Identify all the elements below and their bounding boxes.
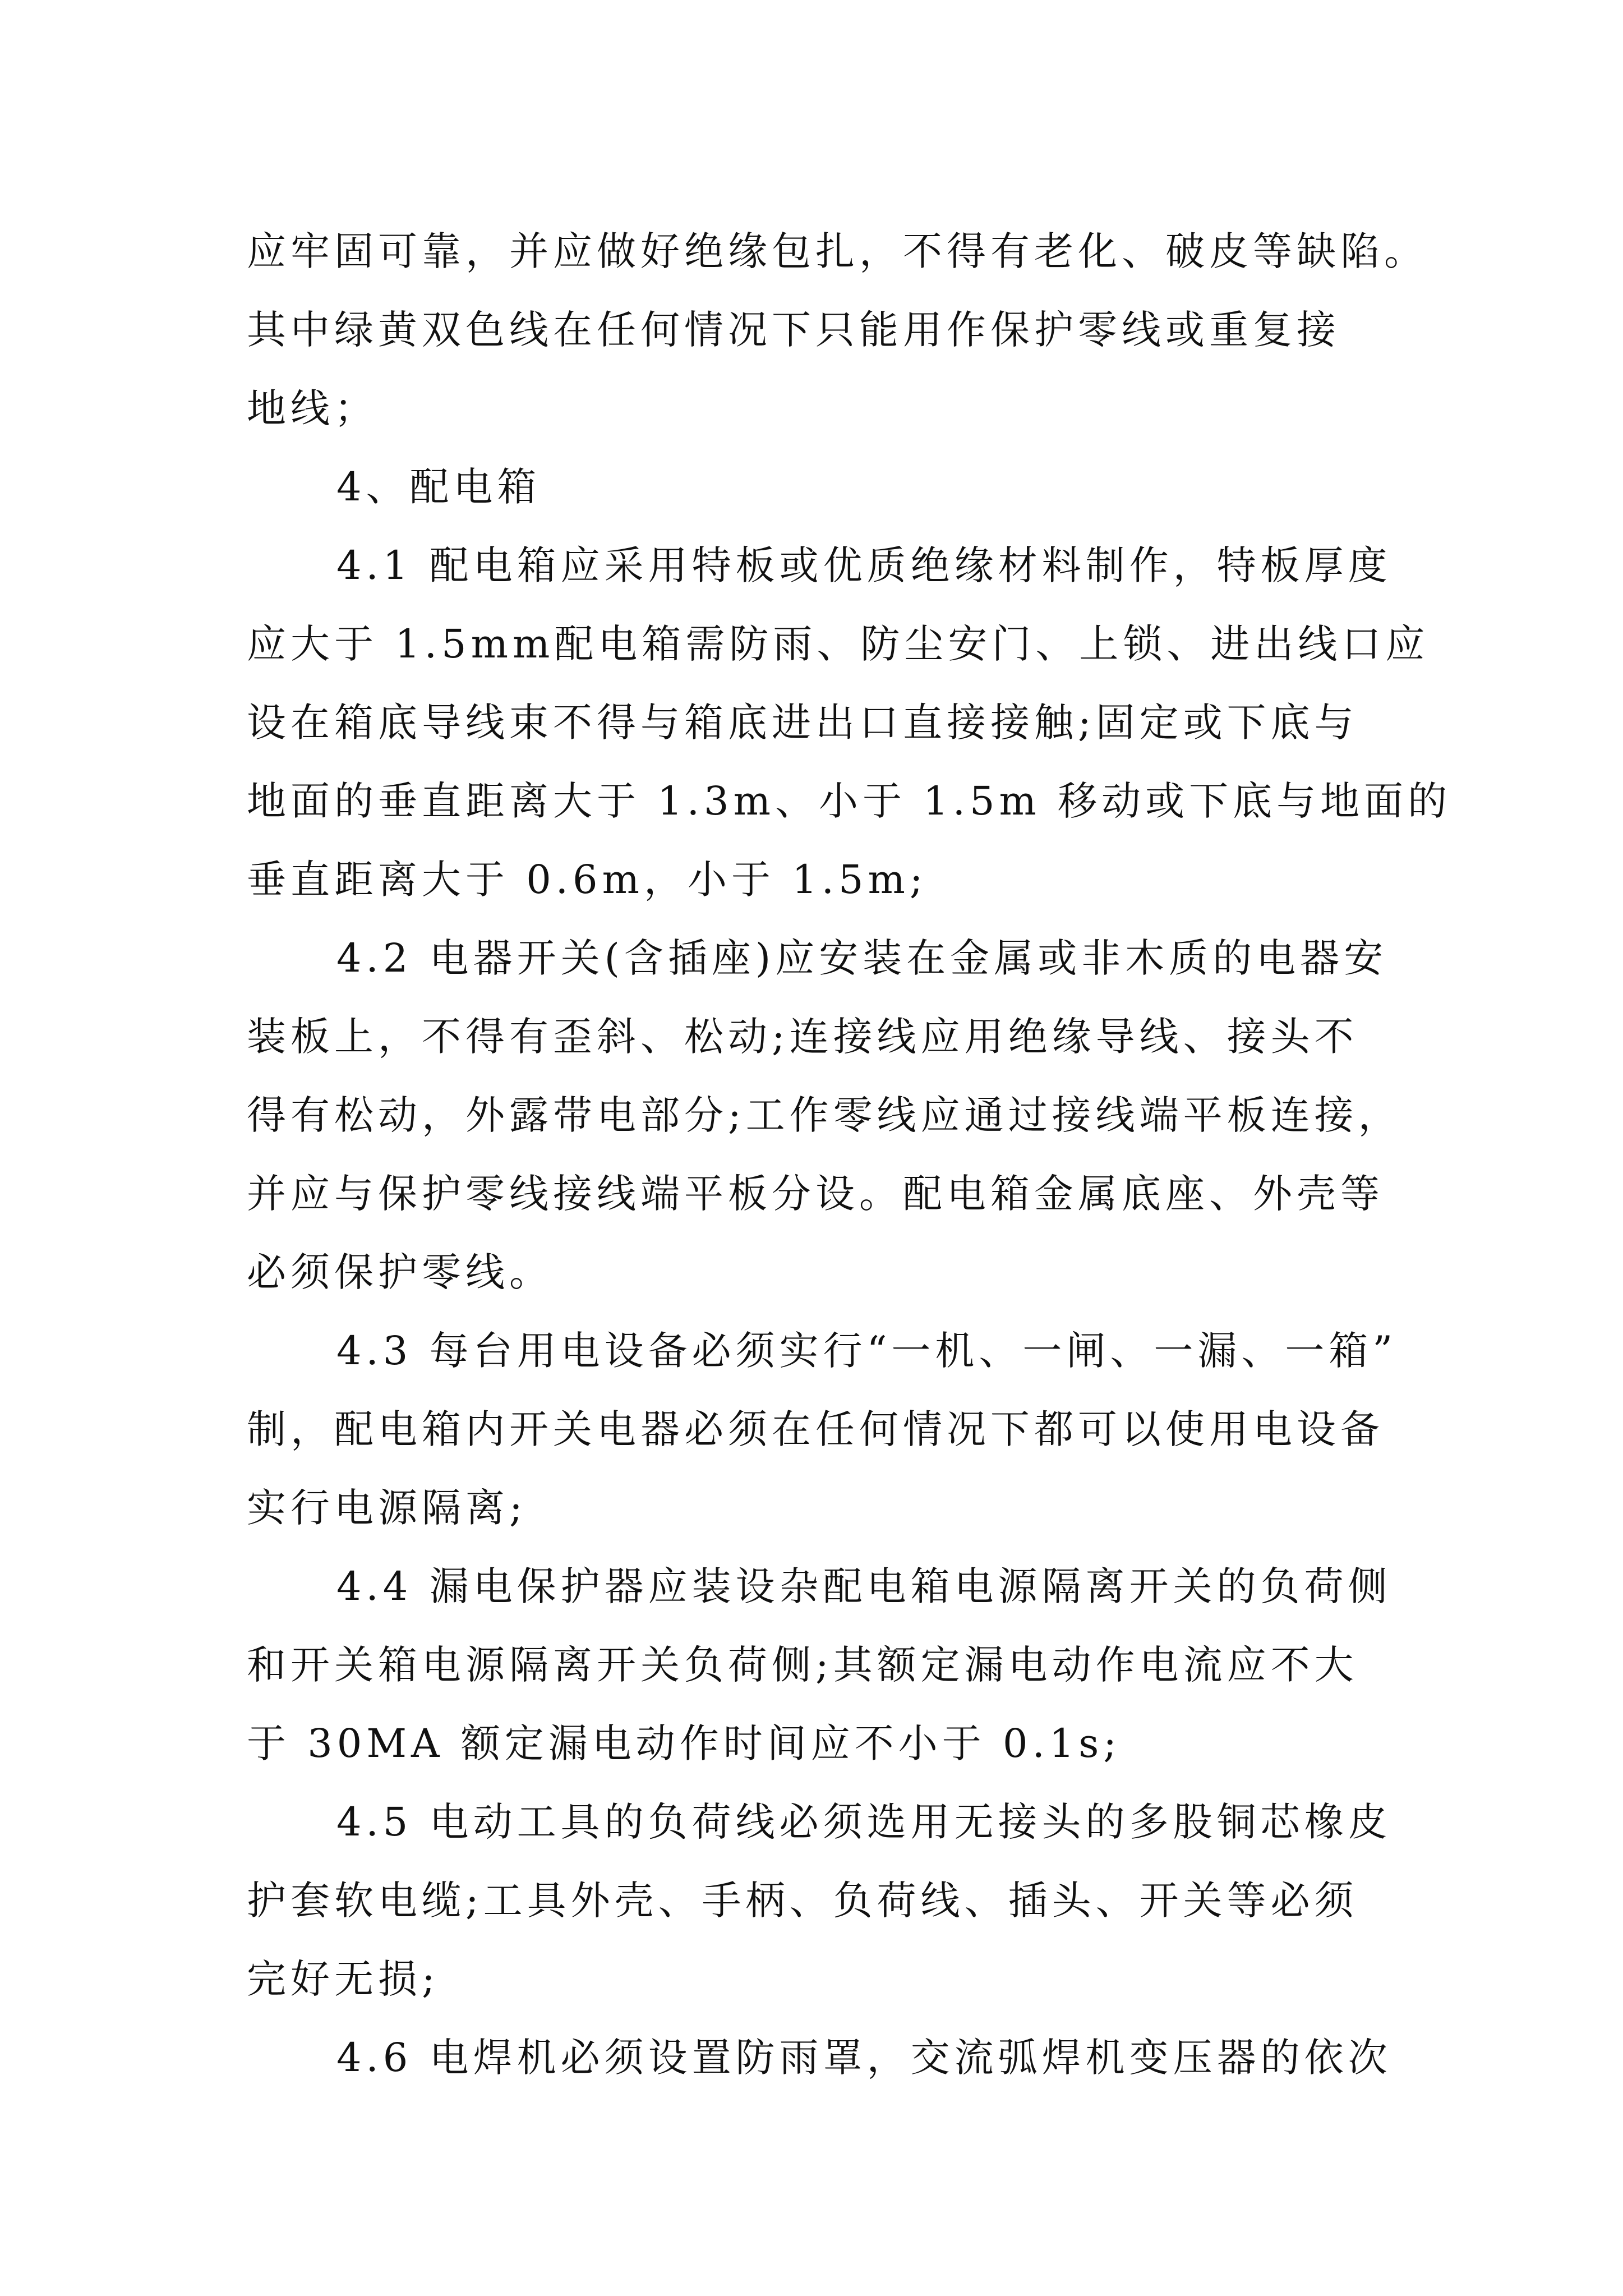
text-line: 地线；	[247, 385, 378, 431]
text-line: 4.4 漏电保护器应装设杂配电箱电源隔离开关的负荷侧	[336, 1563, 1392, 1609]
text-line: 应牢固可靠，并应做好绝缘包扎，不得有老化、破皮等缺陷。	[247, 228, 1428, 274]
text-line: 4.1 配电箱应采用特板或优质绝缘材料制作，特板厚度	[336, 542, 1392, 588]
text-line: 并应与保护零线接线端平板分设。配电箱金属底座、外壳等	[247, 1171, 1384, 1217]
text-line: 于 30MA 额定漏电动作时间应不小于 0.1s;	[247, 1720, 1121, 1766]
text-line: 4.3 每台用电设备必须实行“一机、一闸、一漏、一箱”	[336, 1328, 1398, 1374]
text-line: 必须保护零线。	[247, 1249, 553, 1295]
text-line: 垂直距离大于 0.6m，小于 1.5m;	[247, 857, 928, 903]
text-line: 设在箱底导线束不得与箱底进出口直接接触;固定或下底与	[247, 700, 1358, 746]
text-line: 实行电源隔离;	[247, 1485, 527, 1531]
text-line: 和开关箱电源隔离开关负荷侧;其额定漏电动作电流应不大	[247, 1642, 1358, 1688]
text-line: 其中绿黄双色线在任何情况下只能用作保护零线或重复接	[247, 307, 1340, 353]
text-line: 地面的垂直距离大于 1.3m、小于 1.5m 移动或下底与地面的	[247, 778, 1452, 824]
text-line: 护套软电缆;工具外壳、手柄、负荷线、插头、开关等必须	[247, 1878, 1358, 1924]
text-line: 得有松动，外露带电部分;工作零线应通过接线端平板连接，	[247, 1092, 1402, 1138]
text-line: 应大于 1.5mm配电箱需防雨、防尘安门、上锁、进出线口应	[247, 621, 1430, 667]
text-line: 4.2 电器开关(含插座)应安装在金属或非木质的电器安	[336, 935, 1388, 981]
text-line: 4.5 电动工具的负荷线必须选用无接头的多股铜芯橡皮	[336, 1799, 1392, 1845]
text-line: 完好无损;	[247, 1956, 440, 2002]
text-line: 装板上，不得有歪斜、松动;连接线应用绝缘导线、接头不	[247, 1014, 1358, 1060]
text-line: 4.6 电焊机必须设置防雨罩，交流弧焊机变压器的依次	[336, 2035, 1392, 2081]
body-text	[247, 212, 1452, 2097]
text-line: 制，配电箱内开关电器必须在任何情况下都可以使用电设备	[247, 1406, 1384, 1452]
section-heading: 4、配电箱	[336, 464, 541, 510]
